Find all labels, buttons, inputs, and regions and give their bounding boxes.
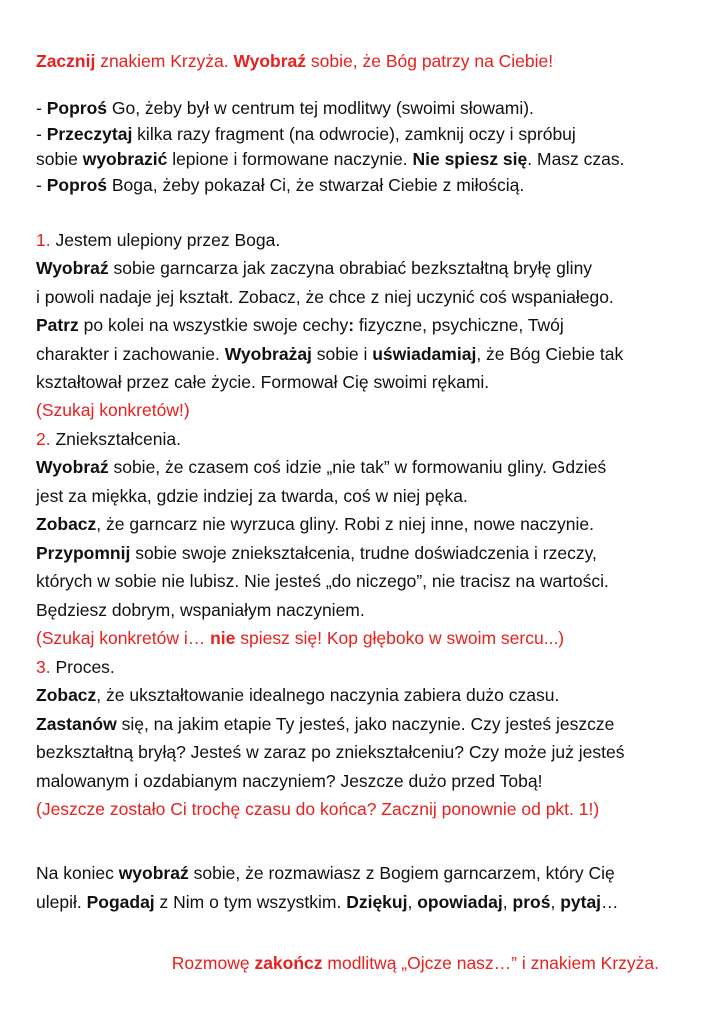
section-1-line-4	[36, 343, 623, 365]
step-text: . Masz czas.	[527, 149, 625, 169]
step-text: lepione i formowane naczynie.	[167, 149, 413, 169]
text: sobie garncarza jak zaczyna obrabiać bezkształtną bryłę gliny	[108, 258, 593, 278]
note-bold: nie	[210, 628, 236, 648]
section-2-line-2	[36, 485, 468, 507]
section-1-line-2	[36, 286, 614, 308]
section-3-heading	[36, 656, 115, 678]
step-text: sobie	[36, 149, 83, 169]
bold-word: Wyobraź	[36, 258, 109, 278]
text: sobie, że rozmawiasz z Bogiem garncarzem, który Cię	[188, 863, 615, 883]
section-1-line-5	[36, 371, 489, 393]
step-line-3	[36, 148, 625, 170]
note-text: (Jeszcze zostało Ci trochę czasu do końca? Zacznij ponownie od pkt. 1!)	[36, 799, 600, 819]
section-title: Proces.	[50, 657, 115, 677]
section-2-line-5	[36, 570, 609, 592]
note-text: (Szukaj konkretów i…	[36, 628, 211, 648]
bold-word: Wyobraź	[36, 457, 109, 477]
step-bold: Nie spiesz się	[412, 149, 528, 169]
step-line-1	[36, 97, 534, 119]
section-1-line-1	[36, 257, 592, 279]
section-1-heading	[36, 229, 280, 251]
section-1-line-3	[36, 314, 564, 336]
text: bezkształtną bryłą? Jesteś w zaraz po zniekształceniu? Czy może już jesteś	[36, 742, 625, 762]
note-text: spiesz się! Kop głęboko w swoim sercu...)	[235, 628, 565, 648]
step-text: Go, żeby był w centrum tej modlitwy (swoimi słowami).	[107, 98, 534, 118]
text: , że ukształtowanie idealnego naczynia zabiera dużo czasu.	[96, 685, 560, 705]
section-2-line-4	[36, 542, 597, 564]
intro-zacznij: Zacznij	[36, 51, 96, 71]
section-2-line-3	[36, 513, 594, 535]
bold-word: uświadamiaj	[372, 344, 477, 364]
bold-word: Dziękuj	[346, 892, 408, 912]
ending-line-2	[36, 891, 619, 913]
bold-word: opowiadaj	[417, 892, 503, 912]
bold-word: Wyobrażaj	[224, 344, 312, 364]
step-line-4	[36, 174, 524, 196]
text: charakter i zachowanie.	[36, 344, 225, 364]
intro-rest: sobie, że Bóg patrzy na Ciebie!	[306, 51, 554, 71]
text: których w sobie nie lubisz. Nie jesteś „do niczego”, nie tracisz na wartości.	[36, 571, 609, 591]
text: po kolei na wszystkie swoje cechy	[78, 315, 349, 335]
closing-line	[172, 952, 659, 974]
section-1-note	[36, 399, 190, 421]
bold-word: Zastanów	[36, 714, 117, 734]
section-2-heading	[36, 428, 181, 450]
bold-word: proś	[512, 892, 551, 912]
ending-line-1	[36, 862, 615, 884]
bold-word: Patrz	[36, 315, 79, 335]
bold-word: Przypomnij	[36, 543, 131, 563]
ellipsis: …	[601, 892, 619, 912]
text: się, na jakim etapie Ty jesteś, jako naczynie. Czy jesteś jeszcze	[116, 714, 615, 734]
separator: ,	[550, 892, 561, 912]
dash: -	[36, 175, 47, 195]
bold-word: Zobacz	[36, 685, 97, 705]
section-3-line-3	[36, 741, 624, 763]
colon: :	[348, 315, 355, 335]
text: kształtował przez całe życie. Formował Cię swoimi rękami.	[36, 372, 490, 392]
note-text: (Szukaj konkretów!)	[36, 400, 190, 420]
section-number: 3.	[36, 657, 51, 677]
section-title: Zniekształcenia.	[50, 429, 181, 449]
bold-word: Zobacz	[36, 514, 97, 534]
text: fizyczne, psychiczne, Twój	[354, 315, 564, 335]
section-title: Jestem ulepiony przez Boga.	[50, 230, 281, 250]
separator: ,	[407, 892, 418, 912]
intro-znakiem: znakiem Krzyża.	[95, 51, 234, 71]
section-number: 1.	[36, 230, 51, 250]
text: modlitwą „Ojcze nasz…” i znakiem Krzyża.	[322, 953, 659, 973]
intro-wyobraz: Wyobraź	[233, 51, 307, 71]
dash: -	[36, 98, 47, 118]
step-text: Boga, żeby pokazał Ci, że stwarzał Ciebie z miłością.	[107, 175, 525, 195]
text: Na koniec	[36, 863, 119, 883]
section-3-note	[36, 798, 599, 820]
text: jest za miękka, gdzie indziej za twarda, coś w niej pęka.	[36, 486, 468, 506]
step-bold: Poproś	[46, 175, 107, 195]
text: , że Bóg Ciebie tak	[476, 344, 624, 364]
section-number: 2.	[36, 429, 51, 449]
section-3-line-2	[36, 713, 614, 735]
text: , że garncarz nie wyrzuca gliny. Robi z niej inne, nowe naczynie.	[96, 514, 594, 534]
step-bold: Przeczytaj	[46, 124, 133, 144]
intro-line	[36, 50, 553, 72]
text: ulepił.	[36, 892, 87, 912]
step-bold: wyobrazić	[82, 149, 168, 169]
bold-word: wyobraź	[118, 863, 189, 883]
section-3-line-4	[36, 770, 542, 792]
bold-word: Pogadaj	[86, 892, 155, 912]
text: Rozmowę	[171, 953, 255, 973]
section-3-line-1	[36, 684, 559, 706]
text: i powoli nadaje jej kształt. Zobacz, że chce z niej uczynić coś wspaniałego.	[36, 287, 614, 307]
step-line-2	[36, 123, 576, 145]
step-bold: Poproś	[46, 98, 107, 118]
text: z Nim o tym wszystkim.	[154, 892, 347, 912]
text: malowanym i ozdabianym naczyniem? Jeszcze dużo przed Tobą!	[36, 771, 543, 791]
step-text: kilka razy fragment (na odwrocie), zamknij oczy i spróbuj	[132, 124, 576, 144]
bold-word: pytaj	[560, 892, 602, 912]
section-2-line-6	[36, 599, 365, 621]
text: sobie, że czasem coś idzie „nie tak” w formowaniu gliny. Gdzieś	[108, 457, 607, 477]
section-2-note	[36, 627, 564, 649]
text: sobie swoje zniekształcenia, trudne doświadczenia i rzeczy,	[130, 543, 597, 563]
section-2-line-1	[36, 456, 606, 478]
separator: ,	[502, 892, 513, 912]
dash: -	[36, 124, 47, 144]
bold-word: zakończ	[254, 953, 323, 973]
text: Będziesz dobrym, wspaniałym naczyniem.	[36, 600, 365, 620]
text: sobie i	[311, 344, 373, 364]
